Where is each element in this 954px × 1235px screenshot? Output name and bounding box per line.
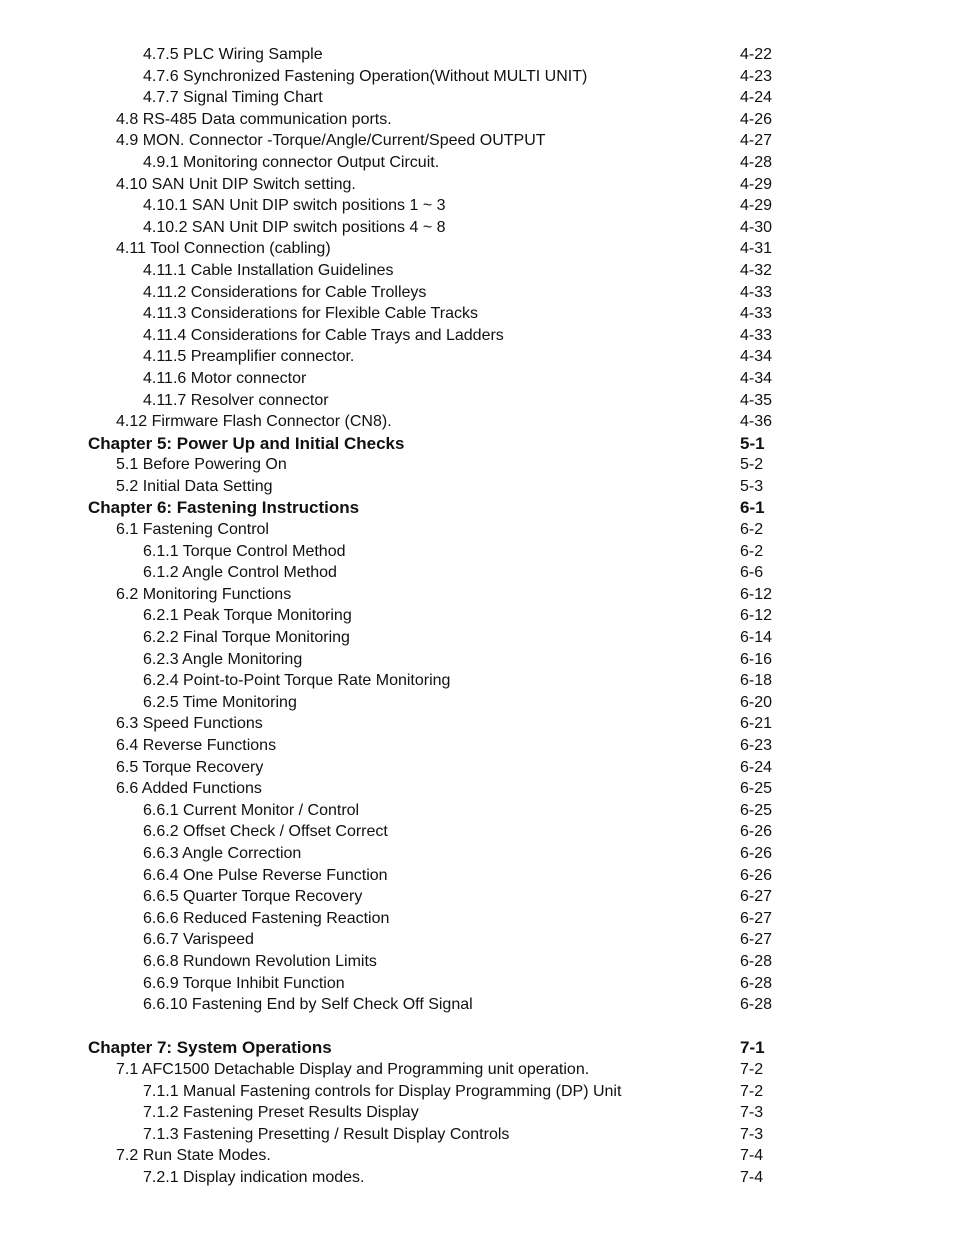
toc-chapter-heading[interactable] bbox=[0, 497, 954, 519]
toc-entry[interactable] bbox=[0, 584, 954, 606]
toc-entry-title: 6.6 Added Functions bbox=[116, 780, 262, 798]
toc-entry-page-number: 7-2 bbox=[740, 1060, 764, 1078]
toc-entry-page-number: 4-29 bbox=[740, 197, 773, 215]
toc-entry[interactable] bbox=[0, 627, 954, 649]
toc-entry[interactable] bbox=[0, 973, 954, 995]
toc-entry[interactable] bbox=[0, 87, 954, 109]
toc-entry-title: 4.7.5 PLC Wiring Sample bbox=[143, 46, 323, 63]
toc-entry-title: 6.5 Torque Recovery bbox=[116, 758, 264, 776]
toc-entry[interactable] bbox=[0, 800, 954, 822]
toc-entry-page-number: 6-25 bbox=[740, 780, 773, 798]
toc-entry-page-number: 6-25 bbox=[740, 801, 773, 819]
toc-entry-title: 6.6.3 Angle Correction bbox=[143, 844, 302, 862]
toc-entry-title: 4.11 Tool Connection (cabling) bbox=[116, 240, 331, 258]
toc-entry[interactable] bbox=[0, 519, 954, 541]
toc-entry-title: 4.8 RS-485 Data communication ports. bbox=[116, 110, 392, 128]
toc-entry-title: 6.6.9 Torque Inhibit Function bbox=[143, 974, 345, 992]
toc-entry-title: 4.9 MON. Connector -Torque/Angle/Current/Speed OUTPUT bbox=[116, 132, 546, 150]
toc-entry-title: 4.9.1 Monitoring connector Output Circuit. bbox=[143, 153, 440, 171]
toc-entry-page-number: 4-34 bbox=[740, 369, 773, 387]
toc-entry-page-number: 6-2 bbox=[740, 521, 764, 539]
toc-entry[interactable] bbox=[0, 757, 954, 779]
toc-entry-page-number: 7-4 bbox=[740, 1147, 764, 1165]
toc-entry[interactable] bbox=[0, 886, 954, 908]
toc-entry-title: 6.6.4 One Pulse Reverse Function bbox=[143, 866, 388, 884]
toc-entry-page-number: 6-21 bbox=[740, 715, 773, 733]
toc-entry-page-number: 4-30 bbox=[740, 218, 773, 236]
toc-entry[interactable] bbox=[0, 152, 954, 174]
toc-entry-page-number: 4-23 bbox=[740, 67, 773, 85]
toc-entry-page-number: 4-24 bbox=[740, 89, 773, 107]
toc-entry-title: 6.1.1 Torque Control Method bbox=[143, 542, 346, 560]
toc-entry-title: 6.3 Speed Functions bbox=[116, 715, 263, 733]
toc-entry[interactable] bbox=[0, 951, 954, 973]
toc-chapter-heading[interactable] bbox=[0, 1037, 954, 1059]
toc-entry-page-number: 6-28 bbox=[740, 996, 773, 1014]
toc-entry-title: 6.2 Monitoring Functions bbox=[116, 585, 292, 603]
toc-entry-title: 4.11.1 Cable Installation Guidelines bbox=[143, 261, 394, 279]
toc-entry[interactable] bbox=[0, 195, 954, 217]
toc-entry[interactable] bbox=[0, 1167, 954, 1189]
toc-entry[interactable] bbox=[0, 692, 954, 714]
toc-entry-title: 4.11.5 Preamplifier connector. bbox=[143, 348, 355, 366]
toc-entry-title: 6.2.5 Time Monitoring bbox=[143, 693, 297, 711]
toc-entry[interactable] bbox=[0, 670, 954, 692]
toc-entry-page-number: 4-33 bbox=[740, 305, 773, 323]
toc-entry[interactable] bbox=[0, 411, 954, 433]
toc-entry-title: 7.2.1 Display indication modes. bbox=[143, 1168, 365, 1186]
toc-entry[interactable] bbox=[0, 994, 954, 1016]
toc-entry-title: 6.1.2 Angle Control Method bbox=[143, 564, 337, 582]
toc-entry[interactable] bbox=[0, 605, 954, 627]
toc-entry-page-number: 6-12 bbox=[740, 607, 773, 625]
toc-entry-page-number: 7-1 bbox=[740, 1038, 765, 1058]
toc-entry-page-number: 7-3 bbox=[740, 1104, 764, 1122]
toc-entry-page-number: 4-22 bbox=[740, 46, 773, 63]
toc-entry-page-number: 6-6 bbox=[740, 564, 764, 582]
toc-entry-title: 4.11.7 Resolver connector bbox=[143, 391, 329, 409]
toc-entry[interactable] bbox=[0, 130, 954, 152]
toc-entry-title: Chapter 7: System Operations bbox=[88, 1038, 332, 1058]
toc-entry-page-number: 6-23 bbox=[740, 737, 773, 754]
toc-entry[interactable] bbox=[0, 929, 954, 951]
toc-entry-page-number: 6-27 bbox=[740, 931, 773, 949]
toc-entry[interactable] bbox=[0, 778, 954, 800]
toc-entry-title: 6.6.2 Offset Check / Offset Correct bbox=[143, 823, 388, 841]
toc-entry-title: 6.1 Fastening Control bbox=[116, 521, 269, 539]
toc-entry[interactable] bbox=[0, 346, 954, 368]
toc-entry-page-number: 7-4 bbox=[740, 1168, 764, 1186]
toc-entry[interactable] bbox=[0, 1059, 954, 1081]
toc-entry[interactable] bbox=[0, 368, 954, 390]
toc-entry-title: Chapter 5: Power Up and Initial Checks bbox=[88, 433, 405, 453]
toc-entry-page-number: 4-35 bbox=[740, 391, 773, 409]
toc-entry-page-number: 4-33 bbox=[740, 326, 773, 344]
toc-entry[interactable] bbox=[0, 562, 954, 584]
toc-entry-page-number: 4-32 bbox=[740, 261, 773, 279]
toc-entry[interactable] bbox=[0, 1145, 954, 1167]
toc-entry[interactable] bbox=[0, 390, 954, 412]
toc-entry-page-number: 7-3 bbox=[740, 1125, 764, 1143]
toc-entry[interactable] bbox=[0, 282, 954, 304]
toc-entry-title: 7.1.3 Fastening Presetting / Result Display Controls bbox=[143, 1125, 510, 1143]
toc-entry-page-number: 6-27 bbox=[740, 888, 773, 906]
toc-entry-title: 5.2 Initial Data Setting bbox=[116, 477, 273, 495]
toc-entry[interactable] bbox=[0, 238, 954, 260]
toc-entry-page-number: 4-34 bbox=[740, 348, 773, 366]
toc-entry-title: 7.1.1 Manual Fastening controls for Display Programming (DP) Unit bbox=[143, 1082, 622, 1100]
toc-entry[interactable] bbox=[0, 44, 954, 66]
toc-entry-page-number: 6-16 bbox=[740, 650, 773, 668]
toc-entry-page-number: 6-24 bbox=[740, 758, 773, 776]
toc-entry-title: 6.6.7 Varispeed bbox=[143, 931, 254, 949]
toc-entry-title: 6.2.3 Angle Monitoring bbox=[143, 650, 303, 668]
toc-entry[interactable] bbox=[0, 454, 954, 476]
toc-entry-page-number: 6-2 bbox=[740, 542, 764, 560]
toc-chapter-heading[interactable] bbox=[0, 433, 954, 455]
table-of-contents bbox=[0, 44, 954, 1188]
toc-entry-title: 6.6.8 Rundown Revolution Limits bbox=[143, 952, 377, 970]
toc-entry[interactable] bbox=[0, 541, 954, 563]
toc-entry-title: 4.10.1 SAN Unit DIP switch positions 1 ~ 3 bbox=[143, 197, 446, 215]
toc-entry[interactable] bbox=[0, 303, 954, 325]
toc-entry[interactable] bbox=[0, 476, 954, 498]
toc-entry-title: 4.10 SAN Unit DIP Switch setting. bbox=[116, 175, 356, 193]
toc-entry-title: 4.11.2 Considerations for Cable Trolleys bbox=[143, 283, 427, 301]
toc-entry-page-number: 6-28 bbox=[740, 952, 773, 970]
toc-entry-page-number: 6-26 bbox=[740, 844, 773, 862]
toc-entry-title: 4.7.6 Synchronized Fastening Operation(Without MULTI UNIT) bbox=[143, 67, 588, 85]
toc-entry-title: 6.2.2 Final Torque Monitoring bbox=[143, 629, 350, 647]
toc-entry[interactable] bbox=[0, 821, 954, 843]
toc-entry[interactable] bbox=[0, 217, 954, 239]
toc-entry[interactable] bbox=[0, 66, 954, 88]
toc-entry-page-number: 6-18 bbox=[740, 672, 773, 690]
toc-entry[interactable] bbox=[0, 260, 954, 282]
toc-entry[interactable] bbox=[0, 843, 954, 865]
toc-entry-title: 4.11.4 Considerations for Cable Trays and Ladders bbox=[143, 326, 504, 344]
toc-entry-title: 5.1 Before Powering On bbox=[116, 456, 287, 474]
toc-entry-title: Chapter 6: Fastening Instructions bbox=[88, 498, 360, 518]
toc-entry-page-number: 5-1 bbox=[740, 433, 765, 453]
toc-entry[interactable] bbox=[0, 713, 954, 735]
toc-entry-page-number: 5-2 bbox=[740, 456, 764, 474]
toc-entry[interactable] bbox=[0, 1124, 954, 1146]
toc-entry-title: 6.6.1 Current Monitor / Control bbox=[143, 801, 360, 819]
toc-entry-title: 6.4 Reverse Functions bbox=[116, 737, 277, 754]
toc-entry-title: 7.1.2 Fastening Preset Results Display bbox=[143, 1104, 419, 1122]
toc-entry[interactable] bbox=[0, 1081, 954, 1103]
toc-entry-page-number: 4-29 bbox=[740, 175, 773, 193]
toc-entry-page-number: 4-33 bbox=[740, 283, 773, 301]
toc-entry-page-number: 4-27 bbox=[740, 132, 773, 150]
toc-entry[interactable] bbox=[0, 649, 954, 671]
toc-entry-title: 4.11.6 Motor connector bbox=[143, 369, 307, 387]
toc-entry-page-number: 5-3 bbox=[740, 477, 764, 495]
toc-entry-page-number: 6-20 bbox=[740, 693, 773, 711]
toc-entry-title: 7.2 Run State Modes. bbox=[116, 1147, 271, 1165]
toc-entry-title: 7.1 AFC1500 Detachable Display and Programming unit operation. bbox=[116, 1060, 590, 1078]
toc-entry-page-number: 6-1 bbox=[740, 498, 765, 518]
toc-entry[interactable] bbox=[0, 1102, 954, 1124]
toc-entry-page-number: 4-28 bbox=[740, 153, 773, 171]
toc-entry-title: 4.7.7 Signal Timing Chart bbox=[143, 89, 323, 107]
toc-entry-title: 6.6.6 Reduced Fastening Reaction bbox=[143, 909, 390, 927]
toc-entry-title: 6.6.10 Fastening End by Self Check Off Signal bbox=[143, 996, 473, 1014]
toc-entry-page-number: 7-2 bbox=[740, 1082, 764, 1100]
toc-entry-title: 4.12 Firmware Flash Connector (CN8). bbox=[116, 413, 392, 431]
toc-entry-page-number: 6-26 bbox=[740, 866, 773, 884]
toc-entry-title: 6.2.4 Point-to-Point Torque Rate Monitoring bbox=[143, 672, 451, 690]
toc-entry[interactable] bbox=[0, 109, 954, 131]
toc-entry-page-number: 6-14 bbox=[740, 629, 773, 647]
toc-entry[interactable] bbox=[0, 865, 954, 887]
toc-entry[interactable] bbox=[0, 325, 954, 347]
toc-entry-page-number: 6-28 bbox=[740, 974, 773, 992]
toc-spacer bbox=[0, 1016, 954, 1038]
toc-entry-title: 6.6.5 Quarter Torque Recovery bbox=[143, 888, 363, 906]
toc-entry-title: 6.2.1 Peak Torque Monitoring bbox=[143, 607, 352, 625]
toc-entry[interactable] bbox=[0, 735, 954, 757]
toc-entry-page-number: 6-26 bbox=[740, 823, 773, 841]
toc-entry-page-number: 4-36 bbox=[740, 413, 773, 431]
toc-entry-page-number: 6-27 bbox=[740, 909, 773, 927]
toc-entry[interactable] bbox=[0, 908, 954, 930]
toc-entry-page-number: 4-26 bbox=[740, 110, 773, 128]
toc-entry-title: 4.11.3 Considerations for Flexible Cable Tracks bbox=[143, 305, 478, 323]
toc-entry-page-number: 6-12 bbox=[740, 585, 773, 603]
toc-entry[interactable] bbox=[0, 174, 954, 196]
toc-entry-page-number: 4-31 bbox=[740, 240, 773, 258]
toc-entry-title: 4.10.2 SAN Unit DIP switch positions 4 ~ 8 bbox=[143, 218, 446, 236]
